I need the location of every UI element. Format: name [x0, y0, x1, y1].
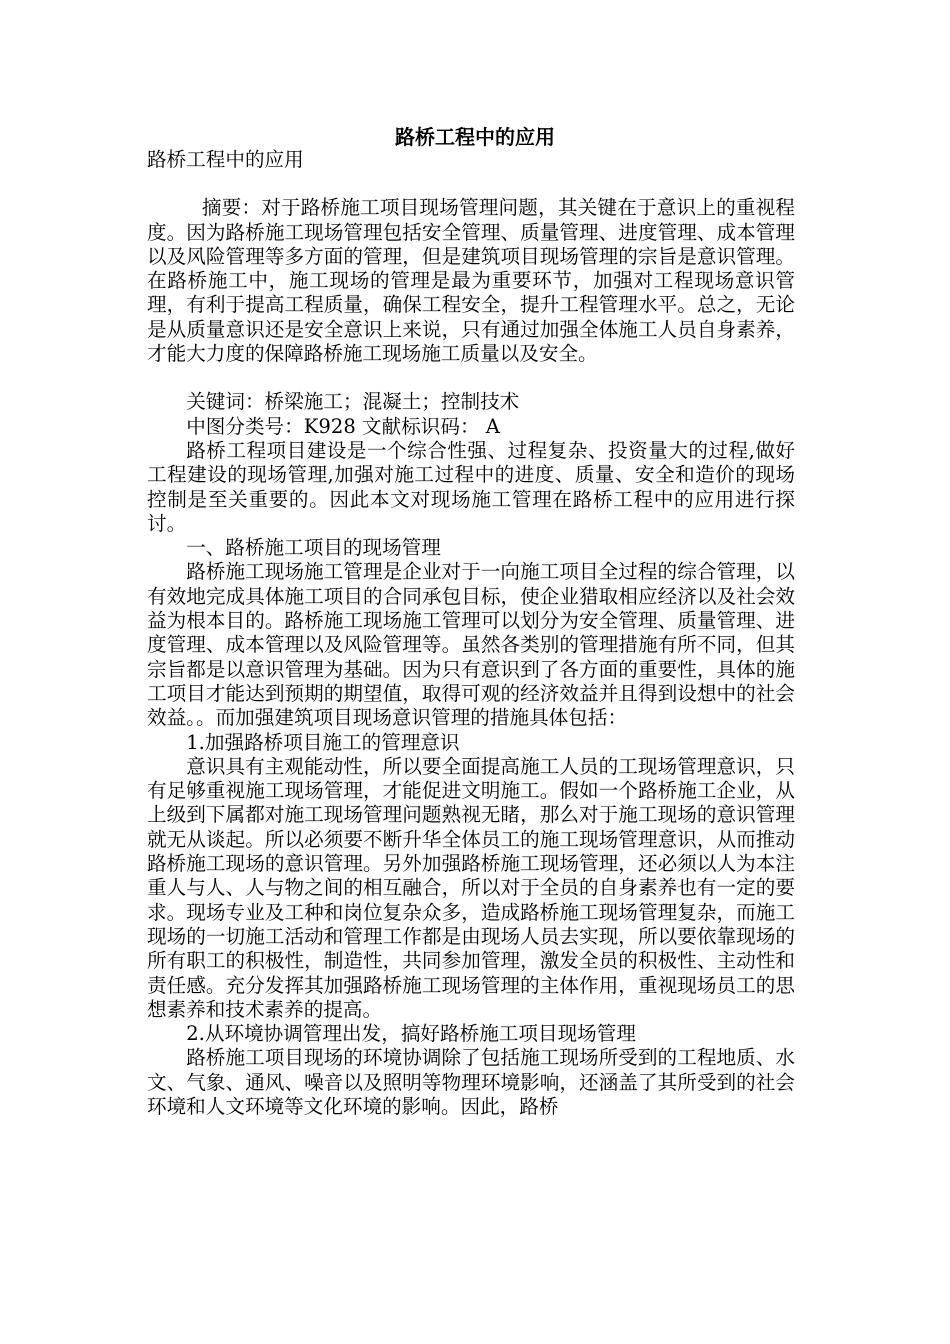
intro-paragraph: 路桥工程项目建设是一个综合性强、过程复杂、投资量大的过程,做好工程建设的现场管理,加强对施工过程中的进度、质量、安全和造价的现场控制是至关重要的。因此本文对现场施工管理在路桥工程中的应用进行探讨。	[147, 438, 795, 535]
document-title: 路桥工程中的应用	[395, 125, 555, 149]
spacer	[147, 172, 795, 196]
document-body	[147, 148, 795, 1119]
keywords-line: 关键词：桥梁施工；混凝土；控制技术	[186, 390, 520, 414]
subsection-1-paragraph: 意识具有主观能动性，所以要全面提高施工人员的工现场管理意识，只有足够重视施工现场管理，才能促进文明施工。假如一个路桥施工企业，从上级到下属都对施工现场管理问题熟视无睹，那么对于施工现场的意识管理就无从谈起。所以必须要不断升华全体员工的施工现场管理意识，从而推动路桥施工现场的意识管理。另外加强路桥施工现场管理，还必须以人为本注重人与人、人与物之间的相互融合，所以对于全员的自身素养也有一定的要求。现场专业及工种和岗位复杂众多，造成路桥施工现场管理复杂，而施工现场的一切施工活动和管理工作都是由现场人员去实现，所以要依靠现场的所有职工的积极性，制造性，共同参加管理，激发全员的积极性、主动性和责任感。充分发挥其加强路桥施工现场管理的主体作用，重视现场员工的思想素养和技术素养的提高。	[147, 754, 795, 1021]
classification-line: 中图分类号：K928 文献标识码： A	[186, 414, 500, 438]
subsection-2-paragraph: 路桥施工项目现场的环境协调除了包括施工现场所受到的工程地质、水文、气象、通风、噪音以及照明等物理环境影响，还涵盖了其所受到的社会环境和人文环境等文化环境的影响。因此，路桥	[147, 1046, 795, 1118]
section-1-paragraph: 路桥施工现场施工管理是企业对于一向施工项目全过程的综合管理，以有效地完成具体施工项目的合同承包目标，使企业猎取相应经济以及社会效益为根本目的。路桥施工现场施工管理可以划分为安全管理、质量管理、进度管理、成本管理以及风险管理等。虽然各类别的管理措施有所不同，但其宗旨都是以意识管理为基础。因为只有意识到了各方面的重要性，具体的施工项目才能达到预期的期望值，取得可观的经济效益并且得到设想中的社会效益。。而加强建筑项目现场意识管理的措施具体包括：	[147, 560, 795, 730]
subsection-heading-2: 2.从环境协调管理出发，搞好路桥施工项目现场管理	[186, 1022, 636, 1046]
spacer	[147, 366, 795, 390]
section-heading-1: 一、路桥施工项目的现场管理	[186, 536, 441, 560]
abstract-paragraph: 摘要：对于路桥施工项目现场管理问题，其关键在于意识上的重视程度。因为路桥施工现场管理包括安全管理、质量管理、进度管理、成本管理以及风险管理等多方面的管理，但是建筑项目现场管理的宗旨是意识管理。在路桥施工中，施工现场的管理是最为重要环节，加强对工程现场意识管理，有利于提高工程质量，确保工程安全，提升工程管理水平。总之，无论是从质量意识还是安全意识上来说，只有通过加强全体施工人员自身素养，才能大力度的保障路桥施工现场施工质量以及安全。	[147, 196, 795, 366]
subsection-heading-1: 1.加强路桥项目施工的管理意识	[186, 730, 460, 754]
document-subtitle: 路桥工程中的应用	[147, 148, 304, 171]
